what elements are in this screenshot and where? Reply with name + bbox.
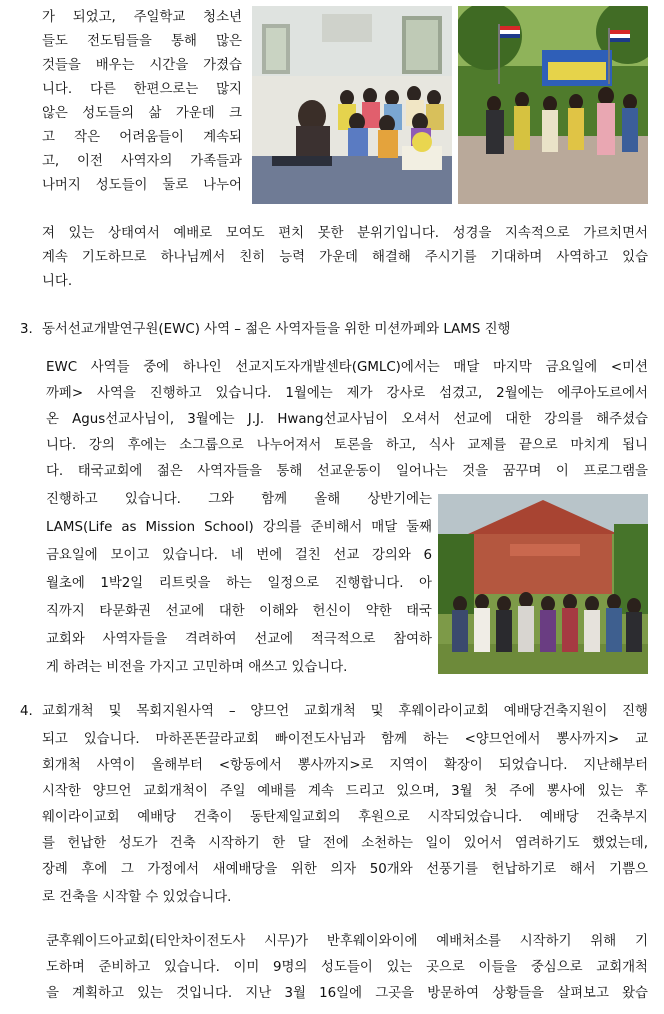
text-line: 니다. 다른 한편으로는 많지 <box>42 82 242 97</box>
text-line: 져 있는 상태여서 예배로 모여도 편치 못한 분위기입니다. 성경을 지속적으로 가르치면서 <box>42 226 648 241</box>
section-heading: 동서선교개발연구원(EWC) 사역 – 젊은 사역자들을 위한 미션까페와 LAMS 진행 <box>42 322 511 337</box>
outdoor-photo-drawing <box>458 6 648 204</box>
text-line: 다. 태국교회에 젊은 사역자들을 통해 선교운동이 일어나는 것을 꿈꾸며 이 프로그램을 <box>46 464 648 479</box>
text-line: LAMS(Life as Mission School) 강의를 준비해서 매달 둘째 <box>46 520 432 535</box>
text-line: 장례 후에 그 가정에서 새예배당을 위한 의자 50개와 선풍기를 헌납하기로 해서 기쁨으 <box>42 862 648 877</box>
church-group-photo <box>438 494 648 674</box>
text-line: 을 계획하고 있는 것입니다. 지난 3월 16일에 그곳을 방문하여 상황들을 살펴보고 왔습 <box>46 986 648 1001</box>
text-line: 월초에 1박2일 리트릿을 하는 일정으로 진행합니다. 아 <box>46 576 432 591</box>
classroom-photo-drawing <box>252 6 452 204</box>
text-line: 온 Agus선교사님이, 3월에는 J.J. Hwang선교사님이 오셔서 선교에 대한 강의를 해주셨습 <box>46 412 648 427</box>
text-line: 도하며 준비하고 있습니다. 이미 9명의 성도들이 있는 곳으로 이들을 중심으로 교회개척 <box>46 960 648 975</box>
text-line: 니다. 강의 후에는 소그룹으로 나누어져서 토론을 하고, 식사 교제를 끝으로 마치게 됩니 <box>46 438 648 453</box>
text-line: 까페> 사역을 진행하고 있습니다. 1월에는 제가 강사로 섬겼고, 2월에는 에쿠아도르에서 <box>46 386 648 401</box>
text-line: 교회와 사역자들을 격려하여 선교에 적극적으로 참여하 <box>46 632 432 647</box>
text-line: 나머지 성도들이 둘로 나누어 <box>42 178 242 193</box>
text-line: 가 되었고, 주일학교 청소년 <box>42 10 242 25</box>
text-line: 웨이라이교회 예배당 건축이 동탄제일교회의 후원으로 시작되었습니다. 예배당 건축부지 <box>42 810 648 825</box>
text-line: 계속 기도하므로 하나님께서 친히 능력 가운데 해결해 주시기를 기대하며 사역하고 있습 <box>42 250 648 265</box>
text-line: 들도 전도팀들을 통해 많은 <box>42 34 242 49</box>
text-line: 를 헌납한 성도가 건축 시작하기 한 달 전에 소천하는 일이 있어서 염려하기도 했었는데, <box>42 836 648 851</box>
text-line: 않은 성도들의 삶 가운데 크 <box>42 106 242 121</box>
text-line: 회개척 사역이 올해부터 <항동에서 뽕사까지>로 지역이 확장이 되었습니다. 지난해부터 <box>42 758 648 773</box>
text-line: 것들을 배우는 시간을 가졌습 <box>42 58 242 73</box>
text-line: 고 작은 어려움들이 계속되 <box>42 130 242 145</box>
text-line: 진행하고 있습니다. 그와 함께 올해 상반기에는 <box>46 492 432 507</box>
text-line: 고, 이전 사역자의 가족들과 <box>42 154 242 169</box>
text-line: 시작한 양므언 교회개척이 주일 예배를 계속 드리고 있으며, 3월 첫 주에 뽕사에 있는 후 <box>42 784 648 799</box>
text-line: 쿤후웨이드아교회(티안차이전도사 시무)가 반후웨이와이에 예배처소를 시작하기 위해 기 <box>46 934 648 949</box>
section-number: 3. <box>20 322 33 337</box>
text-line: 금요일에 모이고 있습니다. 네 번에 걸친 선교 강의와 6 <box>46 548 432 563</box>
classroom-photo <box>252 6 452 204</box>
outdoor-group-photo <box>458 6 648 204</box>
text-line: EWC 사역들 중에 하나인 선교지도자개발센타(GMLC)에서는 매달 마지막 금요일에 <미션 <box>46 360 648 375</box>
text-line: 니다. <box>42 274 73 289</box>
church-photo-drawing <box>438 494 648 674</box>
section-number: 4. <box>20 704 33 719</box>
text-line: 로 건축을 시작할 수 있었습니다. <box>42 890 232 905</box>
church-sign <box>510 544 580 556</box>
text-line: 되고 있습니다. 마하폰똔끌라교회 빠이전도사님과 함께 하는 <양므언에서 뽕사까지> 교 <box>42 732 648 747</box>
text-line: 교회개척 및 목회지원사역 – 양므언 교회개척 및 후웨이라이교회 예배당건축지원이 진행 <box>42 704 648 719</box>
text-line: 직까지 타문화권 선교에 대한 이해와 헌신이 약한 태국 <box>46 604 432 619</box>
text-line: 게 하려는 비전을 가지고 고민하며 애쓰고 있습니다. <box>46 660 348 675</box>
